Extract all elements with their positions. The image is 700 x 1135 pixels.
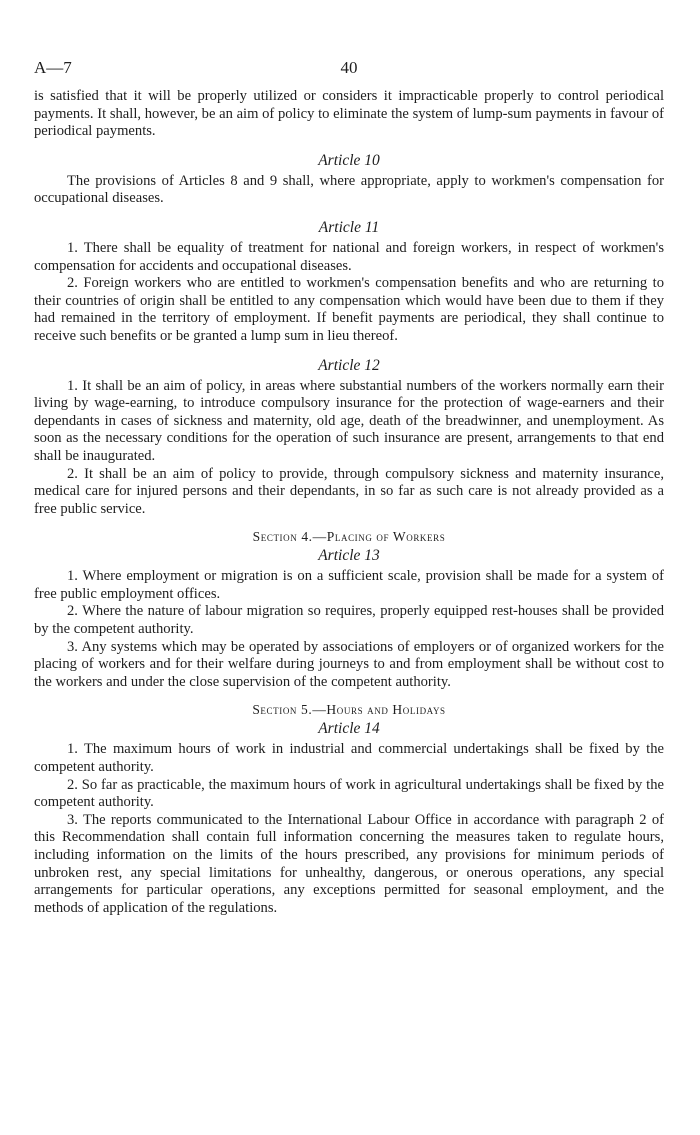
running-head [34, 58, 664, 88]
body-paragraph: is satisfied that it will be properly utilized or considers it impracticable properly to control periodical payments. It shall, however, be an aim of policy to eliminate the system of lump-sum payments in favour of periodical payments. [34, 88, 664, 140]
article-heading: Article 12 [318, 356, 380, 374]
article-heading: Article 13 [318, 547, 380, 565]
body-paragraph: 1. It shall be an aim of policy, in areas where substantial numbers of the workers normally earn their living by wage-earning, to introduce compulsory insurance for the protection of wage-earners and their dependants in cases of sickness and maternity, old age, death of the breadwinner, and unemployment. As soon as the necessary conditions for the operation of such insurance are present, arrangements to that end shall be inaugurated. [34, 377, 664, 464]
document-reference: A—7 [34, 58, 72, 77]
page-number: 40 [340, 58, 358, 77]
section-heading: Section 5.—Hours and Holidays [252, 702, 446, 718]
section-heading: Section 4.—Placing of Workers [252, 529, 446, 545]
body-paragraph: 3. Any systems which may be operated by associations of employers or of organized workers for the placing of workers and for their welfare during journeys to and from employment shall be without cost to the workers and under the close supervision of the competent authority. [34, 638, 664, 690]
document-page [34, 58, 664, 917]
body-paragraph: 2. Where the nature of labour migration so requires, properly equipped rest-houses shall be provided by the competent authority. [34, 603, 664, 638]
body-paragraph: 2. Foreign workers who are entitled to workmen's compensation benefits and who are returning to their countries of origin shall be entitled to any compensation which would have been due to them if they had remained in the territory of employment. If benefit payments are periodical, they shall continue to receive such benefits or be granted a lump sum in lieu thereof. [34, 275, 664, 344]
body-paragraph: 1. There shall be equality of treatment for national and foreign workers, in respect of workmen's compensation for accidents and occupational diseases. [34, 239, 664, 274]
body-paragraph: 1. The maximum hours of work in industrial and commercial undertakings shall be fixed by the competent authority. [34, 741, 664, 776]
article-heading: Article 14 [318, 720, 380, 738]
body-paragraph: 2. It shall be an aim of policy to provide, through compulsory sickness and maternity insurance, medical care for injured persons and their dependants, in so far as such care is not already provided as a free public service. [34, 465, 664, 517]
body-paragraph: 3. The reports communicated to the International Labour Office in accordance with paragraph 2 of this Recommendation shall contain full information concerning the measures taken to regulate hours, including information on the limits of the hours prescribed, any provisions for minimum periods of unbroken rest, any special limitations for unhealthy, dangerous, or onerous operations, any special arrangements for particular operations, any exceptions permitted for seasonal employment, and the methods of application of the regulations. [34, 811, 664, 916]
body-paragraph: The provisions of Articles 8 and 9 shall, where appropriate, apply to workmen's compensation for occupational diseases. [34, 172, 664, 207]
article-heading: Article 10 [318, 151, 380, 169]
body-paragraph: 1. Where employment or migration is on a sufficient scale, provision shall be made for a system of free public employment offices. [34, 568, 664, 602]
article-heading: Article 11 [318, 218, 380, 236]
body-paragraph: 2. So far as practicable, the maximum hours of work in agricultural undertakings shall be fixed by the competent authority. [34, 776, 664, 811]
